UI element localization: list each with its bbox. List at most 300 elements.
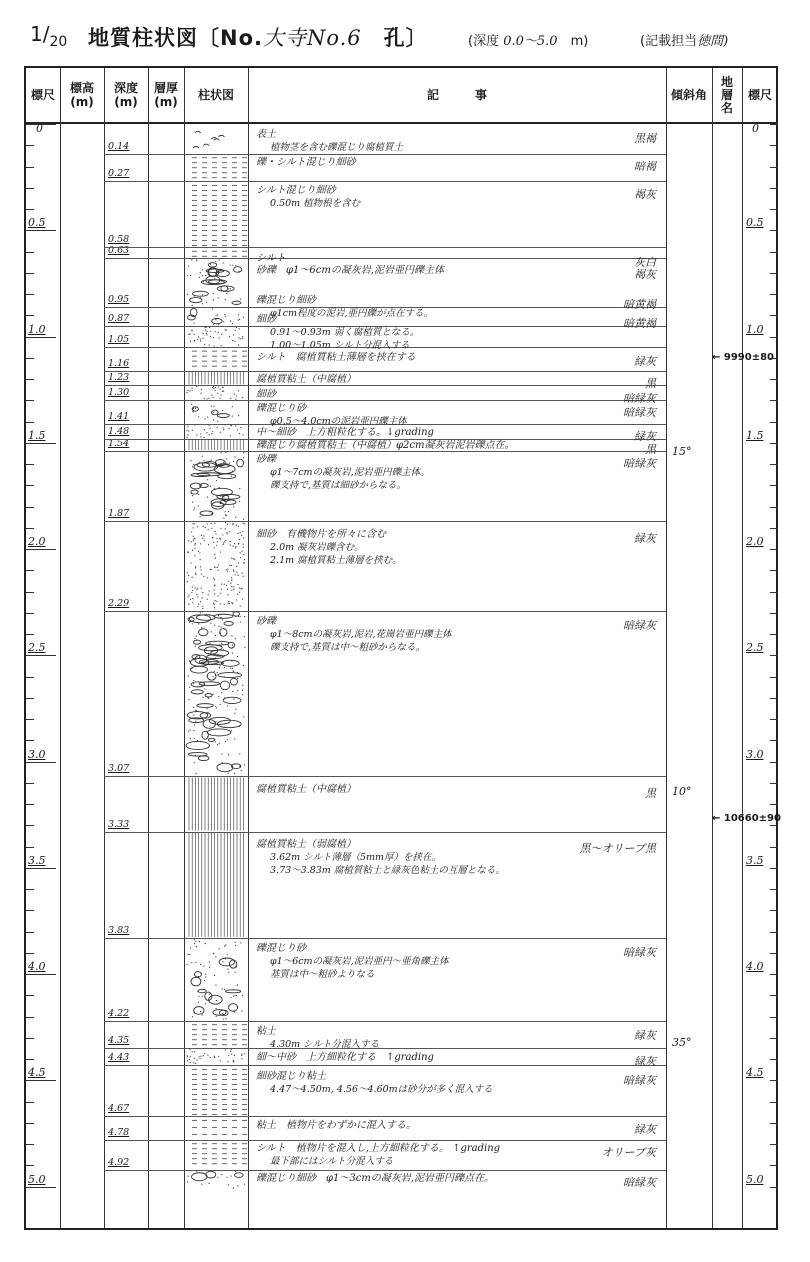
lithology-sand xyxy=(231,476,232,477)
lithology-sand xyxy=(214,604,215,605)
lithology-sand xyxy=(194,523,195,524)
layer-note: 2.1m 腐植質粘土薄層を挟む。 xyxy=(270,554,402,566)
scale-tick-left xyxy=(26,188,34,189)
lithology-sand xyxy=(217,567,218,568)
layer-note: φ0.5～4.0cmの泥岩亜円礫主体 xyxy=(270,416,407,428)
lithology-sand xyxy=(204,398,205,399)
lithology-sand xyxy=(237,575,238,576)
lithology-sand xyxy=(219,665,220,666)
scale-tick-right xyxy=(770,910,778,911)
lithology-sand xyxy=(220,279,221,280)
lithology-sand xyxy=(190,599,191,600)
lithology-sand xyxy=(201,573,202,574)
lithology-sand xyxy=(193,540,194,541)
scale-label-right: 1.0 xyxy=(746,322,764,336)
lithology-sand xyxy=(228,500,229,501)
lithology-sand xyxy=(207,496,208,497)
lithology-sand xyxy=(232,523,233,524)
radiocarbon-age: ← 9990±80 xyxy=(712,351,774,363)
scale-tick-right xyxy=(770,1038,778,1039)
lithology-sand xyxy=(242,397,243,398)
lithology-sand xyxy=(193,680,194,681)
lithology-sand xyxy=(216,480,217,481)
layer-color: 緑灰 xyxy=(634,429,656,443)
lithology-sand xyxy=(200,964,201,965)
lithology-sand xyxy=(215,558,216,559)
lithology-sand xyxy=(233,1188,234,1189)
lithology-sand xyxy=(215,657,216,658)
scale-tick-right xyxy=(770,847,778,848)
lithology-sand xyxy=(215,1008,216,1009)
layer-description xyxy=(256,402,407,428)
lithology-sand xyxy=(193,464,194,465)
scale-tick-left xyxy=(26,443,56,444)
lithology-sand xyxy=(209,966,210,967)
lithology-sand xyxy=(188,731,189,732)
lithology-sand xyxy=(234,559,235,560)
scale-tick-left xyxy=(26,974,56,975)
lithology-sand xyxy=(235,330,236,331)
lithology-sand xyxy=(234,773,235,774)
scale-tick-left xyxy=(26,698,34,699)
lithology-sand xyxy=(190,738,191,739)
lithology-sand xyxy=(228,511,229,512)
scale-tick-right xyxy=(770,804,778,805)
layer-name: 表土 xyxy=(256,129,276,141)
lithology-sand xyxy=(215,675,216,676)
lithology-sand xyxy=(231,586,232,587)
layer-description xyxy=(256,388,276,401)
lithology-sand xyxy=(239,726,240,727)
lithology-sand xyxy=(214,579,215,580)
layer-name: 砂礫 φ1～6cmの凝灰岩,泥岩亜円礫主体 xyxy=(256,265,444,277)
lithology-sand xyxy=(208,1183,209,1184)
lithology-sand xyxy=(230,1051,231,1052)
lithology-sand xyxy=(189,954,190,955)
lithology-sand xyxy=(231,730,232,731)
lithology-sand xyxy=(198,336,199,337)
lithology-sand xyxy=(196,773,197,774)
lithology-sand xyxy=(188,390,189,391)
author: (記載担当徳間) xyxy=(640,34,729,49)
lithology-sand xyxy=(223,1018,224,1019)
lithology-sand xyxy=(206,432,207,433)
lithology-sand xyxy=(231,580,232,581)
lithology-sand xyxy=(212,387,213,388)
lithology-sand xyxy=(232,668,233,669)
lithology-sand xyxy=(205,486,206,487)
lithology-sand xyxy=(187,1056,188,1057)
lithology-sand xyxy=(188,603,189,604)
lithology-sand xyxy=(232,644,233,645)
lithology-sand xyxy=(218,595,219,596)
lithology-sand xyxy=(195,1063,196,1064)
lithology-sand xyxy=(224,667,225,668)
lithology-sand xyxy=(230,321,231,322)
scale-label-left: 1.0 xyxy=(28,322,46,336)
scale-label-left: 4.5 xyxy=(28,1066,46,1080)
lithology-sand xyxy=(217,744,218,745)
col-header-scale: 標尺 xyxy=(30,88,55,102)
scale-tick-left xyxy=(26,868,56,869)
lithology-sand xyxy=(236,566,237,567)
lithology-sand xyxy=(204,429,205,430)
scale-label-right: 4.5 xyxy=(746,1066,764,1080)
lithology-sand xyxy=(199,941,200,942)
lithology-sand xyxy=(192,590,193,591)
layer-name: 礫混じり細砂 xyxy=(256,295,316,306)
lithology-sand xyxy=(240,338,241,339)
lithology-sand xyxy=(215,387,216,388)
lithology-sand xyxy=(234,543,235,544)
lithology-sand xyxy=(187,426,188,427)
lithology-sand xyxy=(200,1056,201,1057)
lithology-root xyxy=(193,146,199,148)
lithology-sand xyxy=(228,581,229,582)
lithology-sand xyxy=(187,275,188,276)
lithology-sand xyxy=(200,1011,201,1012)
layer-color: 緑灰 xyxy=(634,1122,656,1136)
lithology-sand xyxy=(234,456,235,457)
lithology-sand xyxy=(190,1056,191,1057)
lithology-sand xyxy=(235,709,236,710)
lithology-sand xyxy=(204,980,205,981)
lithology-sand xyxy=(233,499,234,500)
depth-value: 4.43 xyxy=(108,1052,130,1064)
lithology-sand xyxy=(213,578,214,579)
lithology-sand xyxy=(218,570,219,571)
lithology-sand xyxy=(202,606,203,607)
lithology-sand xyxy=(233,1060,234,1061)
dip-angle: 35° xyxy=(672,1035,692,1049)
lithology-sand xyxy=(227,291,228,292)
lithology-sand xyxy=(214,607,215,608)
lithology-sand xyxy=(194,1012,195,1013)
scale-tick-right xyxy=(770,825,778,826)
scale-tick-left xyxy=(26,1102,34,1103)
lithology-sand xyxy=(210,263,211,264)
lithology-sand xyxy=(187,434,188,435)
scale-tick-left xyxy=(26,932,34,933)
lithology-sand xyxy=(235,399,236,400)
lithology-sand xyxy=(201,685,202,686)
lithology-sand xyxy=(195,962,196,963)
layer-description xyxy=(256,1070,493,1096)
lithology-sand xyxy=(197,740,198,741)
layer-note: 植物茎を含む礫混じり腐植質土 xyxy=(270,142,404,154)
lithology-sand xyxy=(213,293,214,294)
lithology-sand xyxy=(241,770,242,771)
depth-value: 0.58 xyxy=(108,234,130,246)
lithology-sand xyxy=(223,542,224,543)
lithology-sand xyxy=(229,531,230,532)
layer-description xyxy=(256,184,360,210)
layer-description xyxy=(256,351,416,364)
lithology-sand xyxy=(187,1055,188,1056)
lithology-sand xyxy=(242,694,243,695)
dip-angle: 10° xyxy=(672,784,692,798)
lithology-sand xyxy=(194,1051,195,1052)
layer-note: 4.30m シルト分混入する xyxy=(270,1039,379,1050)
scale-tick-left xyxy=(26,570,34,571)
lithology-sand xyxy=(195,755,196,756)
lithology-sand xyxy=(230,583,231,584)
lithology-sand xyxy=(224,584,225,585)
lithology-sand xyxy=(228,288,229,289)
lithology-sand xyxy=(241,1058,242,1059)
lithology-sand xyxy=(227,589,228,590)
lithology-sand xyxy=(213,412,214,413)
lithology-sand xyxy=(214,566,215,567)
scale-label-right: 2.5 xyxy=(746,641,764,655)
lithology-sand xyxy=(211,631,212,632)
lithology-sand xyxy=(239,753,240,754)
scale-tick-right xyxy=(770,294,778,295)
lithology-sand xyxy=(193,509,194,510)
lithology-sand xyxy=(202,592,203,593)
lithology-sand xyxy=(198,1002,199,1003)
lithology-sand xyxy=(215,635,216,636)
lithology-sand xyxy=(244,523,245,524)
lithology-sand xyxy=(229,770,230,771)
lithology-pebble xyxy=(200,511,213,515)
col-divider xyxy=(60,68,61,1228)
lithology-sand xyxy=(198,604,199,605)
lithology-sand xyxy=(188,575,189,576)
layer-description xyxy=(256,426,434,439)
layer-note: 礫支持で,基質は中～粗砂からなる。 xyxy=(270,641,426,653)
layer-description xyxy=(256,453,430,492)
scale-tick-left xyxy=(26,400,34,401)
lithology-sand xyxy=(242,690,243,691)
scale-tick-right xyxy=(770,1017,778,1018)
lithology-sand xyxy=(204,1053,205,1054)
lithology-sand xyxy=(243,457,244,458)
lithology-sand xyxy=(225,299,226,300)
lithology-sand xyxy=(225,1049,226,1050)
lithology-pebble xyxy=(224,621,233,625)
lithology-sand xyxy=(201,597,202,598)
lithology-sand xyxy=(205,973,206,974)
lithology-sand xyxy=(192,623,193,624)
lithology-sand xyxy=(236,995,237,996)
lithology-pebble xyxy=(192,291,208,296)
lithology-sand xyxy=(200,272,201,273)
lithology-sand xyxy=(242,995,243,996)
lithology-sand xyxy=(224,697,225,698)
lithology-sand xyxy=(237,984,238,985)
lithology-sand xyxy=(243,519,244,520)
scale-tick-left xyxy=(26,953,34,954)
scale-label-right: 0 xyxy=(752,122,759,135)
scale-tick-right xyxy=(770,1059,778,1060)
layer-description xyxy=(256,528,402,567)
lithology-sand xyxy=(202,333,203,334)
lithology-sand xyxy=(210,1177,211,1178)
lithology-sand xyxy=(229,463,230,464)
lithology-sand xyxy=(189,1049,190,1050)
layer-description xyxy=(256,942,449,981)
scale-tick-left xyxy=(26,464,34,465)
scale-tick-left xyxy=(26,1123,34,1124)
scale-tick-right xyxy=(770,953,778,954)
lithology-sand xyxy=(215,706,216,707)
lithology-sand xyxy=(201,627,202,628)
lithology-sand xyxy=(194,1058,195,1059)
lithology-sand xyxy=(243,576,244,577)
lithology-sand xyxy=(189,1059,190,1060)
lithology-sand xyxy=(240,605,241,606)
lithology-sand xyxy=(198,551,199,552)
lithology-pebble xyxy=(216,270,230,276)
lithology-sand xyxy=(197,991,198,992)
lithology-sand xyxy=(230,545,231,546)
lithology-sand xyxy=(195,574,196,575)
lithology-sand xyxy=(214,523,215,524)
lithology-sand xyxy=(229,264,230,265)
lithology-sand xyxy=(210,331,211,332)
lithology-sand xyxy=(239,766,240,767)
lithology-sand xyxy=(220,617,221,618)
lithology-sand xyxy=(196,386,197,387)
layer-color: 暗緑灰 xyxy=(623,1175,656,1189)
lithology-sand xyxy=(192,587,193,588)
lithology-sand xyxy=(222,534,223,535)
scale-ratio: $1/_{20}$ xyxy=(30,22,68,50)
lithology-sand xyxy=(231,602,232,603)
lithology-sand xyxy=(200,741,201,742)
layer-note: φ1cm程度の泥岩,亜円礫が点在する。 xyxy=(270,308,434,319)
lithology-sand xyxy=(218,324,219,325)
lithology-sand xyxy=(236,966,237,967)
lithology-sand xyxy=(214,625,215,626)
lithology-sand xyxy=(227,739,228,740)
lithology-sand xyxy=(220,394,221,395)
lithology-sand xyxy=(235,1171,236,1172)
lithology-sand xyxy=(220,432,221,433)
scale-tick-right xyxy=(770,1187,778,1188)
lithology-sand xyxy=(210,681,211,682)
lithology-sand xyxy=(235,942,236,943)
lithology-sand xyxy=(229,336,230,337)
lithology-sand xyxy=(187,1181,188,1182)
lithology-pebble xyxy=(191,690,203,694)
layer-description xyxy=(256,1172,494,1185)
radiocarbon-age: ← 10660±90 xyxy=(712,812,781,824)
lithology-pebble xyxy=(218,474,236,479)
lithology-pebble xyxy=(191,682,205,687)
scale-tick-left xyxy=(26,783,34,784)
lithology-sand xyxy=(243,547,244,548)
scale-tick-right xyxy=(770,889,778,890)
lithology-pebble xyxy=(221,286,228,291)
lithology-sand xyxy=(241,1055,242,1056)
lithology-sand xyxy=(212,397,213,398)
layer-description xyxy=(256,1142,500,1168)
col-divider xyxy=(742,68,743,1228)
scale-label-left: 2.0 xyxy=(28,535,46,548)
lithology-sand xyxy=(201,485,202,486)
lithology-sand xyxy=(213,406,214,407)
layer-color: 暗黄褐 xyxy=(623,317,656,331)
layer-name: 礫混じり砂 xyxy=(256,943,306,955)
lithology-sand xyxy=(228,603,229,604)
lithology-sand xyxy=(195,587,196,588)
lithology-sand xyxy=(238,526,239,527)
scale-tick-left xyxy=(26,1144,34,1145)
lithology-sand xyxy=(208,653,209,654)
scale-tick-left xyxy=(26,889,34,890)
scale-tick-left xyxy=(26,315,34,316)
lithology-sand xyxy=(234,341,235,342)
scale-tick-right xyxy=(770,995,778,996)
depth-value: 1.30 xyxy=(108,387,130,399)
scale-label-left: 4.0 xyxy=(28,960,46,973)
lithology-sand xyxy=(240,299,241,300)
lithology-sand xyxy=(193,408,194,409)
lithology-sand xyxy=(187,1060,188,1061)
scale-tick-left xyxy=(26,634,34,635)
scale-tick-left xyxy=(26,507,34,508)
scale-tick-left xyxy=(26,167,34,168)
scale-label-left: 0.5 xyxy=(28,216,46,230)
lithology-sand xyxy=(205,1003,206,1004)
lithology-sand xyxy=(223,496,224,497)
lithology-sand xyxy=(194,334,195,335)
lithology-sand xyxy=(209,511,210,512)
lithology-sand xyxy=(192,550,193,551)
scale-label-left: 3.0 xyxy=(28,747,46,761)
lithology-sand xyxy=(239,592,240,593)
scale-tick-left xyxy=(26,252,34,253)
lithology-sand xyxy=(205,527,206,528)
lithology-sand xyxy=(195,408,196,409)
layer-color: 緑灰 xyxy=(634,1029,656,1042)
lithology-sand xyxy=(211,523,212,524)
scale-tick-right xyxy=(770,1080,778,1081)
lithology-sand xyxy=(233,589,234,590)
lithology-pebble xyxy=(206,641,229,645)
lithology-sand xyxy=(225,540,226,541)
scale-tick-right xyxy=(770,230,778,231)
lithology-pebble xyxy=(208,738,214,741)
lithology-sand xyxy=(228,1184,229,1185)
lithology-sand xyxy=(236,327,237,328)
lithology-sand xyxy=(191,388,192,389)
scale-tick-right xyxy=(770,677,778,678)
lithology-sand xyxy=(220,495,221,496)
layer-description xyxy=(256,615,452,654)
layer-note: φ1～7cmの凝灰岩,泥岩亜円礫主体。 xyxy=(270,467,430,479)
depth-value: 3.83 xyxy=(108,924,130,936)
lithology-pebble xyxy=(219,958,234,966)
lithology-pebble xyxy=(199,629,208,636)
lithology-sand xyxy=(188,594,189,595)
lithology-sand xyxy=(232,265,233,266)
lithology-sand xyxy=(206,302,207,303)
lithology-sand xyxy=(214,278,215,279)
lithology-sand xyxy=(215,600,216,601)
col-divider xyxy=(104,68,105,1228)
lithology-sand xyxy=(229,565,230,566)
lithology-sand xyxy=(193,707,194,708)
lithology-sand xyxy=(215,741,216,742)
lithology-sand xyxy=(227,594,228,595)
depth-value: 4.35 xyxy=(108,1035,130,1047)
lithology-pebble xyxy=(191,666,208,673)
lithology-sand xyxy=(200,433,201,434)
lithology-pebble xyxy=(197,704,214,708)
